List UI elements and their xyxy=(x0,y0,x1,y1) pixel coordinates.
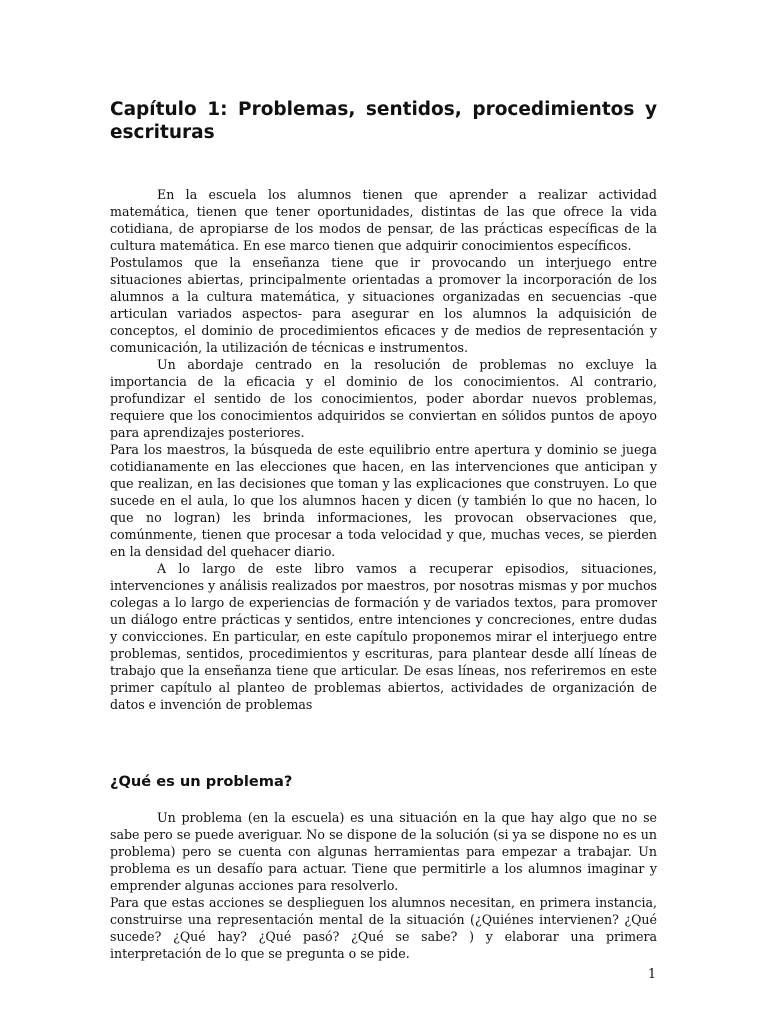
page-number: 1 xyxy=(647,966,656,981)
chapter-title: Capítulo 1: Problemas, sentidos, procedimientos y escrituras xyxy=(110,99,657,143)
paragraph: En la escuela los alumnos tienen que aprender a realizar actividad matemática, tienen que tener oportunidades, distintas de las que ofrece la vida cotidiana, de apropiarse de los modos de pensar, de las prácticas específicas de la cultura matemática. En ese marco tienen que adquirir conocimientos específicos. xyxy=(110,187,657,253)
intro-text xyxy=(110,186,657,713)
paragraph: Para que estas acciones se desplieguen los alumnos necesitan, en primera instancia, construirse una representación mental de la situación (¿Quiénes intervienen? ¿Qué sucede? ¿Qué hay? ¿Qué pasó? ¿Qué se sabe? ) y elaborar una primera interpretación de lo que se pregunta o se pide. xyxy=(110,895,657,961)
paragraph: Un abordaje centrado en la resolución de problemas no excluye la importancia de la eficacia y el dominio de los conocimientos. Al contrario, profundizar el sentido de los conocimientos, poder abordar nuevos problemas, requiere que los conocimientos adquiridos se conviertan en sólidos puntos de apoyo para aprendizajes posteriores. xyxy=(110,357,657,440)
document-page xyxy=(110,98,657,962)
section-title: ¿Qué es un problema? xyxy=(110,773,293,790)
paragraph: Postulamos que la enseñanza tiene que ir provocando un interjuego entre situaciones abiertas, principalmente orientadas a promover la incorporación de los alumnos a la cultura matemática, y situaciones organizadas en secuencias -que articulan variados aspectos- para asegurar en los alumnos la adquisición de conceptos, el dominio de procedimientos eficaces y de medios de representación y comunicación, la utilización de técnicas e instrumentos. xyxy=(110,255,657,355)
section-text xyxy=(110,809,657,962)
paragraph: Para los maestros, la búsqueda de este equilibrio entre apertura y dominio se juega cotidianamente en las elecciones que hacen, en las intervenciones que anticipan y que realizan, en las decisiones que toman y las explicaciones que construyen. Lo que sucede en el aula, lo que los alumnos hacen y dicen (y también lo que no hacen, lo que no logran) les brinda informaciones, les provocan observaciones que, comúnmente, tienen que procesar a toda velocidad y que, muchas veces, se pierden en la densidad del quehacer diario. xyxy=(110,442,657,559)
paragraph: A lo largo de este libro vamos a recuperar episodios, situaciones, intervenciones y análisis realizados por maestros, por nosotras mismas y por muchos colegas a lo largo de experiencias de formación y de variados textos, para promover un diálogo entre prácticas y sentidos, entre intenciones y concreciones, entre dudas y convicciones. En particular, en este capítulo proponemos mirar el interjuego entre problemas, sentidos, procedimientos y escrituras, para plantear desde allí líneas de trabajo que la enseñanza tiene que articular. De esas líneas, nos referiremos en este primer capítulo al planteo de problemas abiertos, actividades de organización de datos e invención de problemas xyxy=(110,561,657,712)
paragraph: Un problema (en la escuela) es una situación en la que hay algo que no se sabe pero se puede averiguar. No se dispone de la solución (si ya se dispone no es un problema) pero se cuenta con algunas herramientas para empezar a trabajar. Un problema es un desafío para actuar. Tiene que permitirle a los alumnos imaginar y emprender algunas acciones para resolverlo. xyxy=(110,810,657,893)
